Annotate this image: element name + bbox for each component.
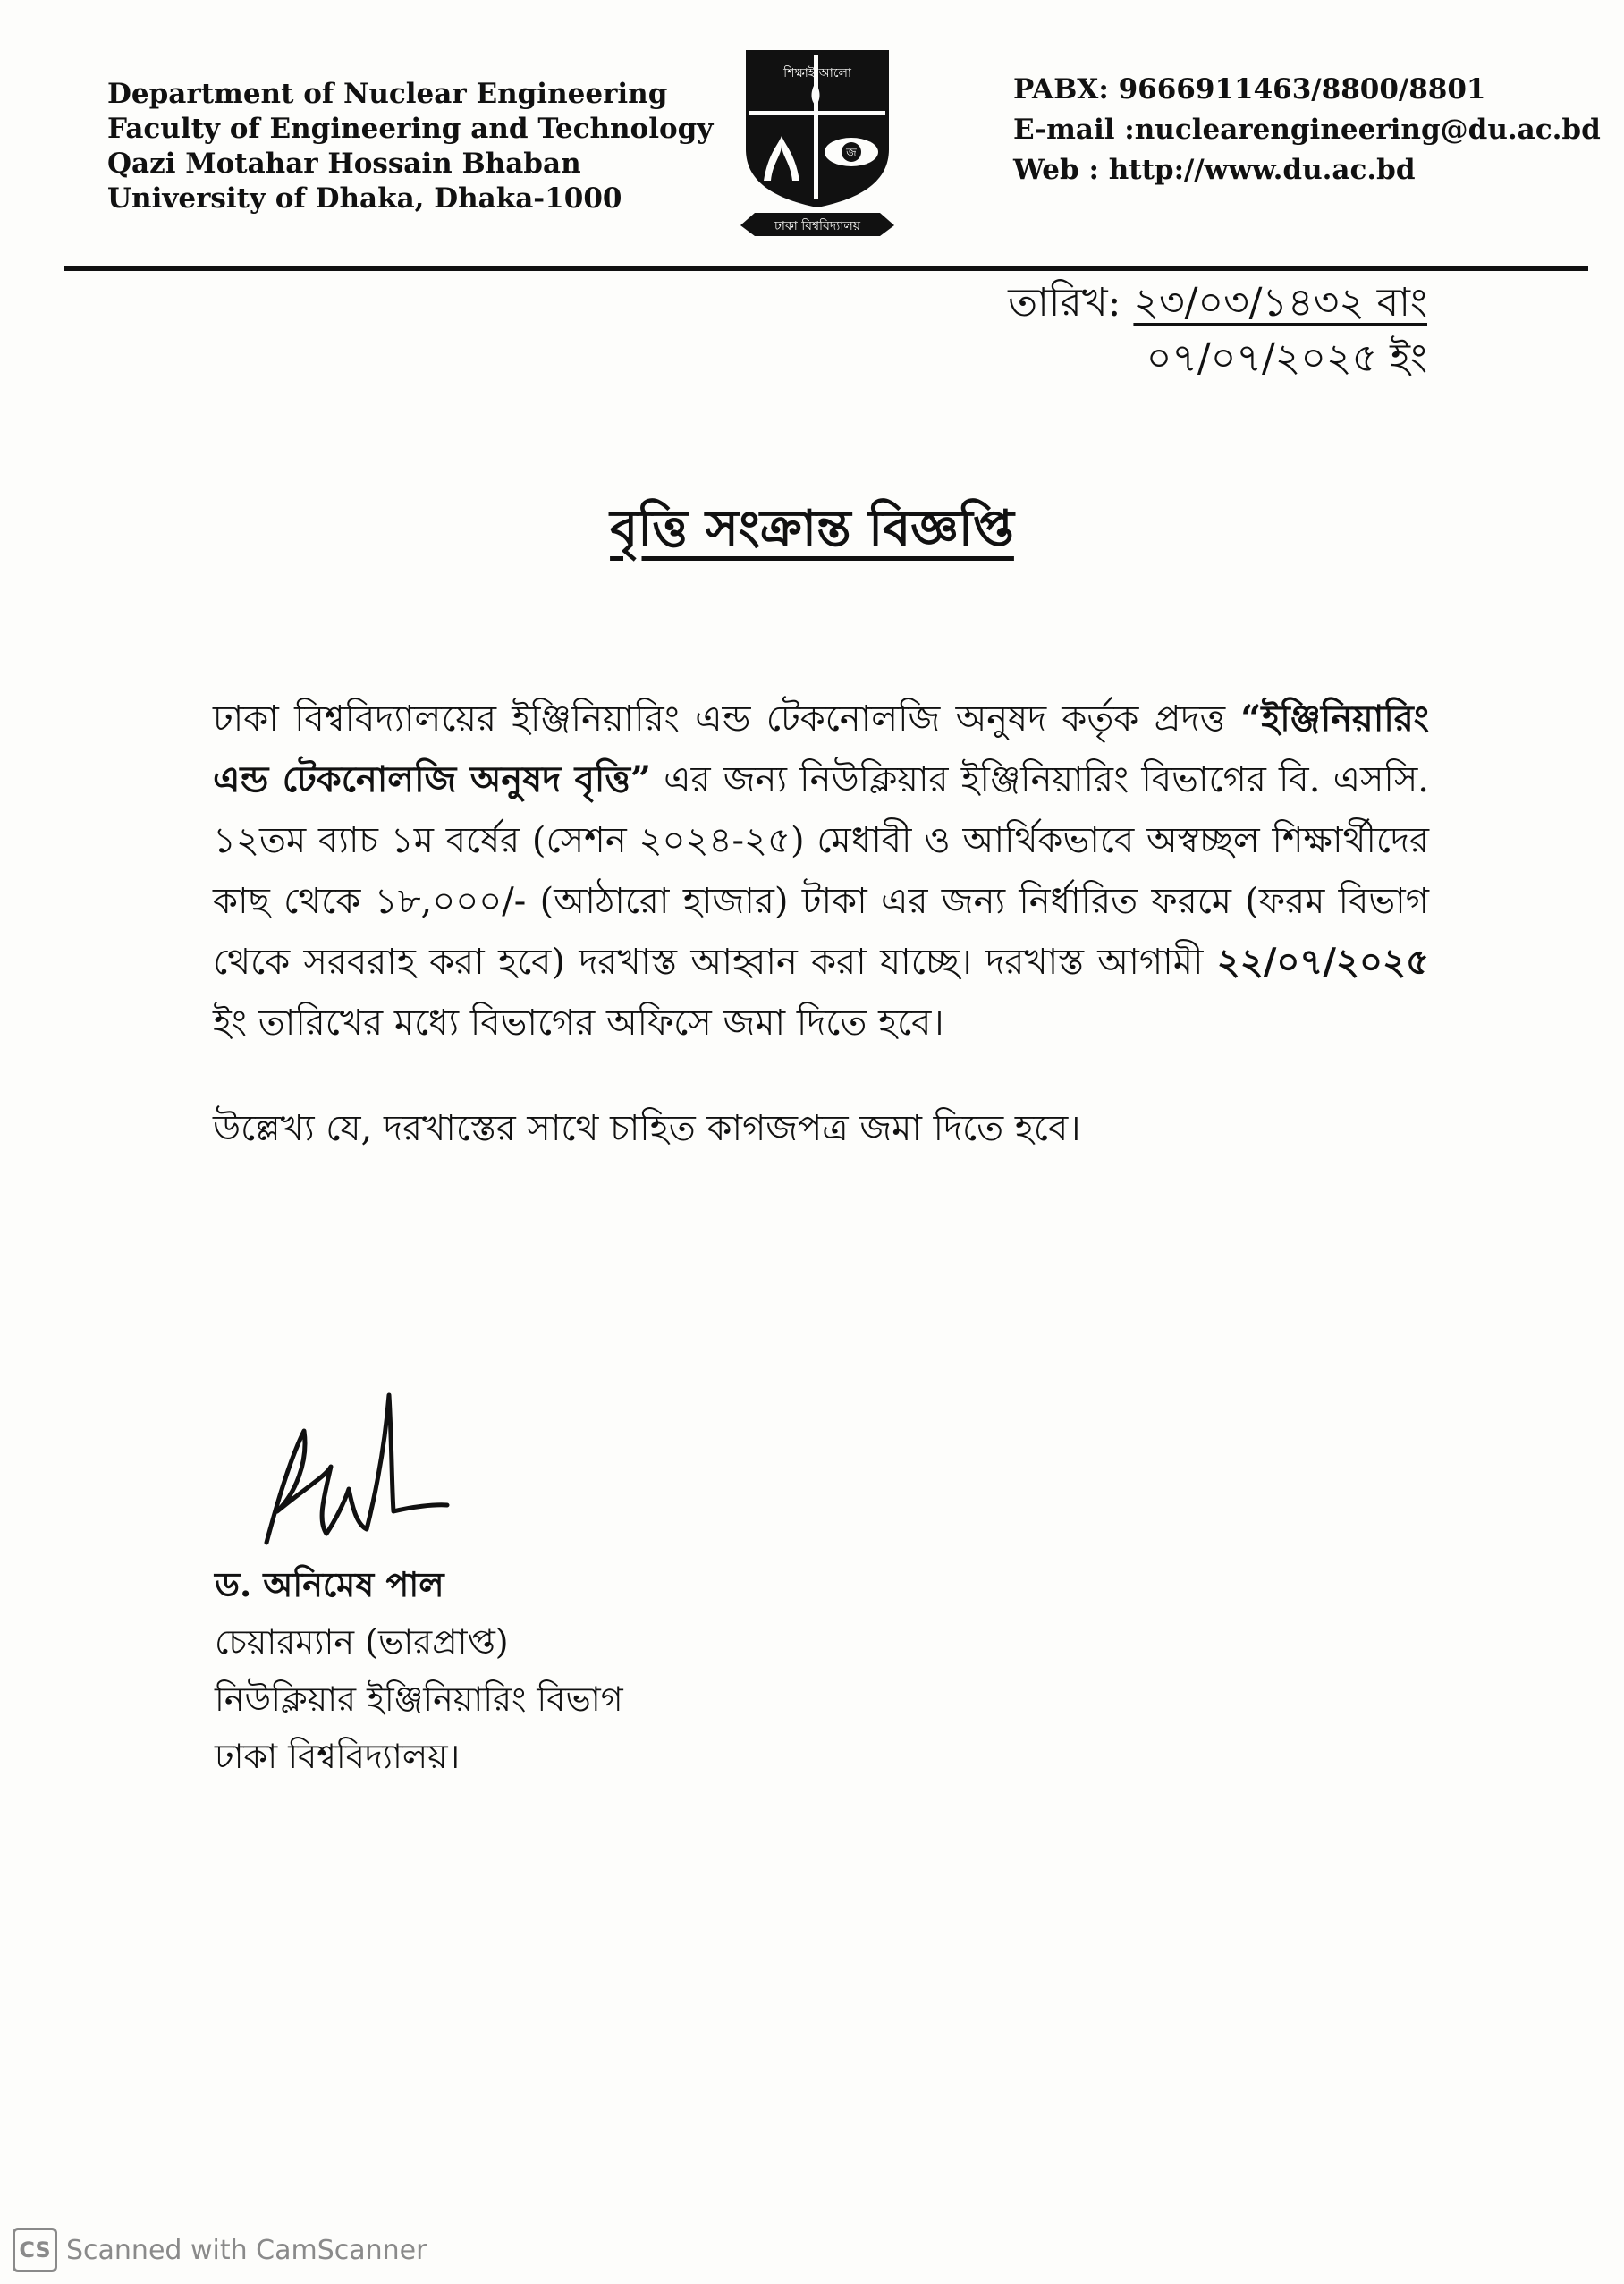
signatory-university: ঢাকা বিশ্ববিদ্যালয়। bbox=[215, 1737, 461, 1776]
logo-motto: শিক্ষাই আলো bbox=[783, 66, 851, 80]
signatory-department: নিউক্লিয়ার ইঞ্জিনিয়ারিং বিভাগ bbox=[215, 1679, 623, 1719]
email-line: E-mail :nuclearengineering@du.ac.bd bbox=[1013, 114, 1601, 146]
address-line: Qazi Motahar Hossain Bhaban bbox=[107, 148, 581, 180]
notice-title-wrap bbox=[0, 490, 1624, 574]
logo-ribbon-text: ঢাকা বিশ্ববিদ্যালয় bbox=[774, 219, 861, 233]
signatory-block bbox=[215, 1556, 623, 1785]
university-logo bbox=[737, 47, 925, 248]
contact-info bbox=[1013, 70, 1601, 190]
date-bangla: ২৩/০৩/১৪৩২ বাং bbox=[1133, 280, 1427, 326]
address-line: Department of Nuclear Engineering bbox=[107, 78, 668, 110]
date-english: ০৭/০৭/২০২৫ ইং bbox=[1146, 335, 1427, 381]
scholarship-name: “ইঞ্জিনিয়ারিং এন্ড টেকনোলজি অনুষদ বৃত্তি” bbox=[213, 698, 1429, 800]
address-line: Faculty of Engineering and Technology bbox=[107, 113, 714, 145]
department-address bbox=[107, 77, 713, 216]
pabx-line: PABX: 9666911463/8800/8801 bbox=[1013, 73, 1486, 106]
address-line: University of Dhaka, Dhaka-1000 bbox=[107, 182, 622, 215]
body-text: ঢাকা বিশ্ববিদ্যালয়ের ইঞ্জিনিয়ারিং এন্ড টেকনোলজি অনুষদ কর্তৃক প্রদত্ত bbox=[213, 698, 1241, 740]
camscanner-icon: CS bbox=[13, 2228, 57, 2272]
notice-body bbox=[213, 689, 1429, 1053]
signatory-designation: চেয়ারম্যান (ভারপ্রাপ্ত) bbox=[215, 1622, 509, 1662]
body-text: এর জন্য নিউক্লিয়ার ইঞ্জিনিয়ারিং বিভাগের বি. এসসি. ১২তম ব্যাচ ১ম বর্ষের (সেশন ২০২৪-২৫) মেধাবী ও আর্থিকভাবে অস্বচ্ছল শিক্ষার্থীদের কাছ থেকে ১৮,০০০/- (আঠারো হাজার) টাকা এর জন্য নির্ধারিত ফরমে (ফরম বিভাগ থেকে সরবরাহ করা হবে) দরখাস্ত আহ্বান করা যাচ্ছে। দরখাস্ত আগামী bbox=[213, 759, 1430, 983]
watermark-text: Scanned with CamScanner bbox=[66, 2234, 427, 2266]
deadline-date: ২২/০৭/২০২৫ bbox=[1216, 941, 1429, 983]
notice-note: উল্লেখ্য যে, দরখাস্তের সাথে চাহিত কাগজপত্র জমা দিতে হবে। bbox=[213, 1108, 1081, 1149]
date-block bbox=[1008, 275, 1427, 386]
signatory-name: ড. অনিমেষ পাল bbox=[215, 1564, 444, 1604]
notice-title: বৃত্তি সংক্রান্ত বিজ্ঞপ্তি bbox=[610, 499, 1014, 558]
handwritten-signature bbox=[241, 1377, 456, 1565]
date-label: তারিখ: bbox=[1008, 280, 1121, 326]
camscanner-watermark bbox=[0, 2225, 427, 2275]
web-line: Web : http://www.du.ac.bd bbox=[1013, 154, 1416, 186]
logo-eye-letter: জ bbox=[846, 147, 857, 160]
date-row-bangla bbox=[1008, 275, 1427, 331]
header-divider bbox=[64, 266, 1588, 271]
body-text: ইং তারিখের মধ্যে বিভাগের অফিসে জমা দিতে হবে। bbox=[213, 1002, 944, 1044]
